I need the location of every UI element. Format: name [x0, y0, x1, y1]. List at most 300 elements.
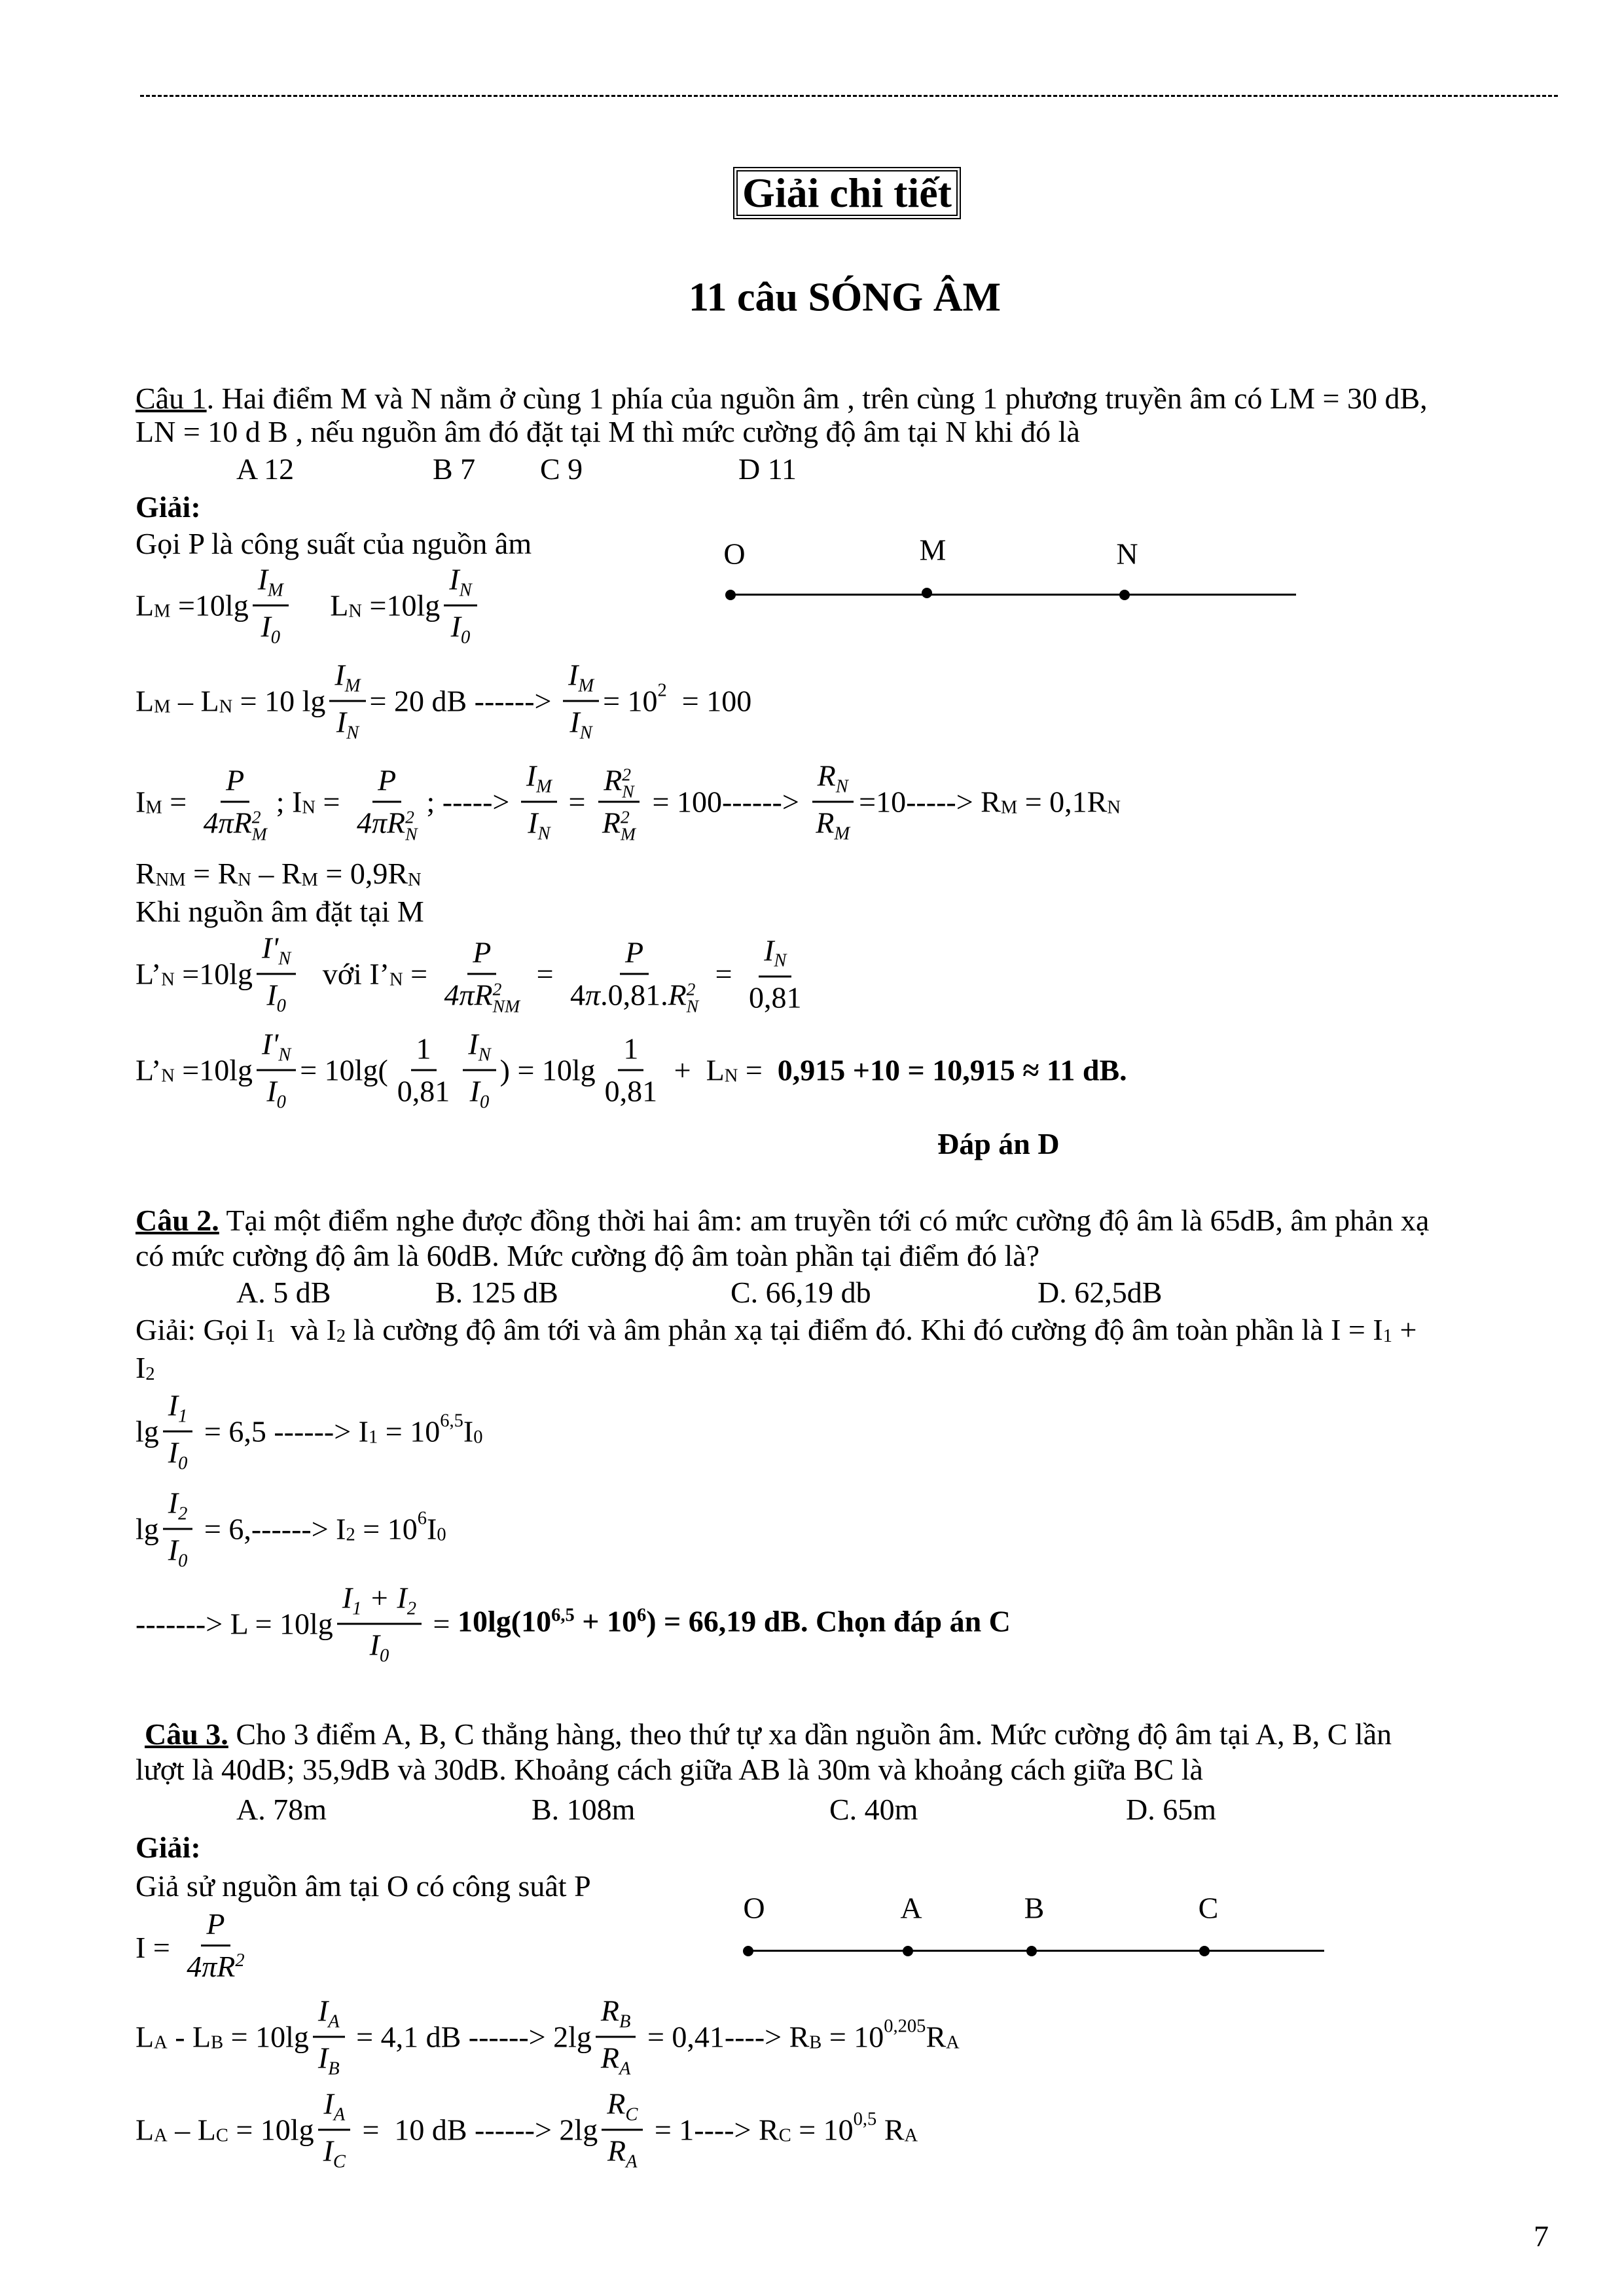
subscript: C [215, 2125, 228, 2146]
fraction-numerator [253, 560, 289, 607]
italic-term [206, 1904, 225, 1945]
formula-text: = 6,------> I [196, 1512, 346, 1545]
formula-text: lg [135, 1512, 159, 1545]
formula-text: = 10 [791, 2113, 854, 2146]
formula-text: = 0,41----> R [640, 2020, 810, 2053]
subscript: A [626, 2151, 638, 2172]
q2-option-b: B. 125 dB [435, 1276, 558, 1309]
italic-term [816, 803, 850, 848]
point-o [743, 1946, 753, 1956]
subscript: N [478, 1045, 491, 1066]
section-title: 11 câu SÓNG ÂM [688, 275, 1001, 320]
italic-term [357, 803, 418, 844]
sub-superscript [405, 806, 418, 844]
italic-term [602, 803, 636, 844]
formula-text: 1 [623, 1031, 639, 1066]
italic-term [323, 2084, 345, 2129]
fraction-denominator [465, 1071, 495, 1117]
subscript: N [537, 823, 550, 844]
italic-term [569, 702, 592, 747]
formula-text: = [560, 785, 593, 818]
fraction-numerator [337, 1578, 422, 1625]
formula-text: R [135, 857, 156, 890]
italic-term [568, 655, 594, 700]
formula-text: = 0,1R [1017, 785, 1108, 818]
italic-term [226, 761, 244, 801]
formula-text: =10-----> R [859, 785, 1001, 818]
fraction-numerator [163, 1386, 193, 1433]
formula-text: P [206, 1907, 225, 1941]
subscript: 0 [178, 1551, 188, 1571]
formula-text: = [425, 1607, 458, 1640]
fraction-denominator [596, 2038, 636, 2083]
fraction-denominator [318, 2131, 351, 2176]
fraction-denominator [602, 2131, 643, 2176]
fraction [744, 930, 807, 1018]
fraction [198, 761, 272, 844]
italic-term [204, 803, 267, 844]
italic-term [378, 761, 396, 801]
formula-text: P [473, 935, 492, 969]
formula-text: P [624, 935, 644, 969]
formula-text: là cường độ âm tới và âm phản xạ tại điểm đó. Khi đó cường độ âm toàn phần là I = I [346, 1313, 1383, 1346]
subscript: M [1000, 797, 1018, 818]
fraction-numerator [257, 1024, 296, 1071]
q2-solution-line1 [135, 1312, 1416, 1348]
q1-option-d: D 11 [738, 452, 797, 486]
formula-text: = 4,1 dB ------> 2lg [348, 2020, 592, 2053]
formula-text: R [816, 806, 835, 840]
q1-option-b: B 7 [433, 452, 476, 486]
subscript: NM [155, 869, 186, 890]
subscript: 1 [178, 1406, 188, 1427]
formula-text: = 10 [378, 1414, 441, 1448]
subscript: A [154, 2125, 168, 2146]
subscript: N [161, 969, 175, 990]
fraction [597, 761, 641, 844]
formula-text: = [403, 957, 435, 990]
subscript: C [333, 2151, 346, 2172]
fraction-denominator [600, 1071, 663, 1112]
italic-term [261, 607, 280, 652]
fraction [163, 1483, 193, 1575]
fraction [602, 2084, 643, 2176]
fraction-denominator [564, 702, 597, 747]
q1-formula-6 [135, 1024, 1127, 1117]
formula-text: I [369, 1628, 380, 1662]
formula-text: = 6,5 ------> I [196, 1414, 369, 1448]
fraction-numerator [163, 1483, 193, 1530]
formula-text: = 10 lg [232, 684, 326, 717]
subscript: N [835, 776, 848, 797]
subscript: M [145, 797, 162, 818]
italic-term [764, 930, 786, 975]
formula-text: I [135, 785, 146, 818]
formula-text: = 1----> R [647, 2113, 779, 2146]
formula-text: =10lg [174, 957, 253, 990]
q1-formula-2 [135, 655, 751, 747]
subscript: M [834, 823, 850, 844]
label-a: A [900, 1891, 922, 1925]
formula-text: I [168, 1435, 179, 1469]
subscript: C [625, 2104, 638, 2125]
fraction [329, 655, 365, 747]
q3-option-c: C. 40m [829, 1793, 918, 1826]
superscript: 6,5 [551, 1605, 575, 1626]
q1-formula-4 [135, 855, 422, 892]
formula-text: L [135, 2020, 154, 2053]
formula-text: I [168, 1533, 179, 1567]
formula-text: I [168, 1388, 179, 1422]
formula-text: R [604, 763, 623, 797]
fraction-numerator [620, 933, 649, 975]
fraction-numerator [329, 655, 365, 702]
subscript: 0 [379, 1645, 389, 1666]
point-c [1199, 1946, 1210, 1956]
fraction-denominator [522, 803, 555, 848]
fraction-numerator [313, 1991, 345, 2038]
q1-solution-label: Giải: [135, 490, 201, 524]
subscript: A [154, 2032, 168, 2053]
formula-text: I [261, 609, 271, 643]
superscript: 2 [405, 806, 414, 827]
fraction-denominator [163, 1433, 193, 1478]
formula-text: I [342, 1581, 353, 1615]
q1-option-a: A 12 [236, 452, 295, 486]
italic-term [468, 1024, 490, 1069]
formula-text: I [135, 1351, 146, 1384]
formula-text: + 10 [574, 1604, 637, 1638]
q3-formula-1 [135, 1904, 254, 1992]
formula-text: I' [262, 931, 279, 965]
formula-text: =10lg [170, 588, 249, 622]
italic-term [266, 1071, 286, 1117]
q3-option-b: B. 108m [532, 1793, 636, 1826]
subscript: N [302, 797, 316, 818]
subscript: 0 [479, 1092, 490, 1113]
formula-text: = 10 dB ------> 2lg [354, 2113, 598, 2146]
subscript: 0 [437, 1524, 446, 1545]
formula-text: 0,81 [749, 980, 802, 1014]
q1-statement-line1 [135, 380, 1428, 417]
formula-text: I [257, 562, 268, 596]
formula-text: I [317, 2041, 329, 2075]
subscript: B [809, 2032, 822, 2053]
italic-term [168, 1530, 188, 1575]
subscript: M [251, 823, 267, 844]
formula-text: = [316, 785, 348, 818]
fraction [444, 560, 477, 652]
fraction [313, 1991, 345, 2083]
italic-term [334, 655, 360, 700]
fraction-denominator [198, 803, 272, 844]
formula-text: ) = 10lg [499, 1053, 596, 1086]
formula-text: I [266, 978, 277, 1012]
fraction-denominator [255, 607, 285, 652]
label-c: C [1198, 1891, 1219, 1925]
q1-label: Câu 1 [135, 382, 207, 415]
fraction-numerator [201, 1904, 230, 1946]
fraction-denominator [181, 1946, 249, 1992]
italic-term [528, 803, 550, 848]
italic-term [818, 756, 848, 801]
formula-text: 4πR [444, 978, 493, 1012]
formula-text: = 100------> [645, 785, 807, 818]
subscript: M [536, 776, 552, 797]
italic-term [444, 975, 520, 1016]
point-m [922, 588, 932, 598]
fraction-denominator [261, 975, 291, 1020]
formula-text: lg [135, 1414, 159, 1448]
formula-text: 0,81 [397, 1074, 450, 1108]
formula-text: I [469, 1074, 480, 1108]
italic-term [262, 928, 291, 973]
q2-formula-3 [135, 1578, 1011, 1670]
point-o [725, 590, 736, 600]
formula-text: – L [170, 684, 219, 717]
italic-term [585, 975, 600, 1016]
formula-text: = 10 [821, 2020, 884, 2053]
diagram-line [731, 594, 1296, 596]
fraction-numerator [221, 761, 249, 803]
fraction [392, 1029, 456, 1112]
superscript: 2 [235, 1950, 245, 1971]
formula-text: I [526, 759, 537, 793]
italic-term [318, 1991, 340, 2036]
formula-text: = 100 [666, 684, 752, 717]
fraction-numerator [812, 756, 854, 803]
subscript: N [622, 781, 634, 802]
bold-result [458, 1604, 1011, 1645]
fraction [563, 655, 599, 747]
subscript: 0 [460, 627, 471, 648]
formula-text: ; I [276, 785, 302, 818]
formula-text: và I [275, 1313, 336, 1346]
formula-text: với I’ [300, 957, 389, 990]
point-a [903, 1946, 913, 1956]
fraction-denominator [352, 803, 423, 844]
fraction [318, 2084, 351, 2176]
fraction-numerator [618, 1029, 643, 1071]
subscript: M [154, 601, 171, 622]
label-o: O [743, 1891, 765, 1925]
formula-text: 4 [570, 978, 586, 1012]
formula-text: = 10lg( [300, 1053, 388, 1086]
subscript: N [219, 696, 233, 717]
formula-text: 0,915 +10 = 10,915 ≈ 11 dB. [777, 1053, 1127, 1086]
q3-intro: Giả sử nguồn âm tại O có công suât P [135, 1869, 591, 1903]
italic-term [473, 933, 491, 973]
italic-term [625, 933, 643, 973]
italic-term [604, 761, 634, 801]
italic-term [323, 2131, 346, 2176]
italic-term [451, 607, 471, 652]
formula-text: L [292, 588, 349, 622]
superscript: 2 [657, 680, 667, 701]
subscript: M [268, 580, 283, 601]
formula-text: = 10 [355, 1512, 418, 1545]
subscript: 1 [266, 1325, 276, 1346]
q3-statement-line1 [145, 1716, 1392, 1753]
subscript: 2 [336, 1325, 346, 1346]
subscript: 1 [1382, 1325, 1392, 1346]
q3-option-a: A. 78m [236, 1793, 327, 1826]
formula-text: = [708, 957, 740, 990]
fraction-numerator [444, 560, 477, 607]
formula-text: ; -----> [426, 785, 517, 818]
formula-text: 0,81 [604, 1074, 658, 1108]
formula-text: I [449, 562, 460, 596]
subscript: 0 [178, 1453, 188, 1474]
subscript: 0 [473, 1427, 483, 1448]
italic-term [607, 2084, 638, 2129]
subscript: M [578, 675, 594, 696]
subscript: 0 [276, 996, 286, 1016]
formula-text: I [426, 1512, 437, 1545]
fraction-numerator [318, 2084, 350, 2131]
page-title-box: Giải chi tiết [733, 167, 961, 219]
formula-text: R [817, 759, 836, 793]
subscript: B [328, 2058, 340, 2079]
superscript: 6,5 [440, 1410, 463, 1431]
q3-solution-label: Giải: [135, 1831, 201, 1864]
bold-result [778, 1052, 1127, 1088]
superscript: 6 [636, 1605, 647, 1626]
formula-text: R [926, 2020, 947, 2053]
formula-text: – R [251, 857, 302, 890]
subscript: N [278, 1045, 291, 1066]
formula-text: 4πR [356, 806, 406, 840]
subscript: 2 [178, 1503, 188, 1524]
formula-text: 4πR [203, 806, 252, 840]
subscript: A [328, 2011, 340, 2032]
formula-text: I [168, 1486, 179, 1520]
fraction-denominator [439, 975, 526, 1016]
q1-statement-line2: LN = 10 d B , nếu nguồn âm đó đặt tại M thì mức cường độ âm tại N khi đó là [135, 415, 1080, 448]
sub-superscript [686, 978, 699, 1016]
fraction-numerator [257, 928, 296, 975]
fraction [439, 933, 526, 1016]
fraction [600, 1029, 663, 1112]
formula-text: = [738, 1053, 778, 1086]
q1-option-c: C 9 [540, 452, 583, 486]
italic-term [318, 2038, 340, 2083]
formula-text: 1 [416, 1031, 431, 1066]
formula-text: I' [262, 1027, 279, 1061]
italic-term [449, 560, 471, 605]
subscript: N [278, 948, 291, 969]
superscript: 0,205 [884, 2016, 926, 2037]
fraction-denominator [565, 975, 704, 1016]
formula-text: R [607, 2087, 626, 2121]
formula-text: + L [666, 1053, 725, 1086]
sub-superscript [492, 978, 520, 1016]
fraction-denominator [163, 1530, 193, 1575]
italic-term [342, 1578, 416, 1623]
fraction-denominator [261, 1071, 291, 1117]
q1-answer: Đáp án D [937, 1127, 1060, 1160]
superscript: 0,5 [853, 2109, 877, 2130]
formula-text: I [463, 1414, 474, 1448]
formula-text: - L [167, 2020, 211, 2053]
fraction-numerator [463, 1024, 496, 1071]
fraction-numerator [372, 761, 401, 803]
formula-text: I [336, 705, 347, 739]
formula-text: P [378, 763, 397, 797]
formula-text: I [569, 705, 580, 739]
italic-term [266, 975, 286, 1020]
formula-text: = [529, 957, 562, 990]
subscript: N [686, 996, 699, 1016]
italic-term [601, 1991, 631, 2036]
subscript: 1 [352, 1598, 362, 1619]
subscript: M [154, 696, 171, 717]
formula-text: .0,81. [600, 978, 668, 1012]
formula-text: -------> L = 10lg [135, 1607, 333, 1640]
q1-formula-3 [135, 756, 1121, 848]
fraction-numerator [467, 933, 496, 975]
formula-text: π [585, 978, 601, 1012]
superscript: 2 [492, 978, 502, 999]
fraction-numerator [598, 761, 640, 803]
q3-option-d: D. 65m [1126, 1793, 1216, 1826]
subscript: N [1107, 797, 1121, 818]
sub-superscript [622, 766, 634, 800]
superscript: 2 [686, 978, 696, 999]
italic-term [258, 560, 283, 605]
formula-text: I [323, 2087, 334, 2121]
formula-text: = 10 [603, 684, 658, 717]
formula-text: I = [135, 1931, 178, 1964]
subscript: M [621, 823, 636, 844]
subscript: 0 [270, 627, 281, 648]
italic-term [470, 1071, 490, 1117]
formula-text: = 10lg [228, 2113, 314, 2146]
formula-text: 4πR [187, 1950, 236, 1983]
subscript: N [405, 823, 418, 844]
fraction-numerator [759, 930, 791, 977]
formula-text: R [876, 2113, 905, 2146]
subscript: A [904, 2125, 918, 2146]
italic-term [526, 756, 552, 801]
superscript: 6 [417, 1508, 427, 1529]
formula-text: L’ [135, 957, 162, 990]
subscript: 2 [145, 1363, 155, 1384]
fraction [810, 756, 855, 848]
formula-text: = 0,9R [317, 857, 408, 890]
fraction-denominator [331, 702, 364, 747]
point-n [1119, 590, 1130, 600]
formula-text: I [528, 806, 538, 840]
superscript: 2 [621, 806, 630, 827]
q1-text: . Hai điểm M và N nằm ở cùng 1 phía của nguồn âm , trên cùng 1 phương truyền âm có LM = 30 dB, [206, 382, 1428, 415]
subscript: N [238, 869, 251, 890]
q3-text: Cho 3 điểm A, B, C thẳng hàng, theo thứ tự xa dần nguồn âm. Mức cường độ âm tại A, B, C lần [228, 1717, 1392, 1751]
fraction [163, 1386, 193, 1478]
formula-text: R [600, 1994, 620, 2028]
italic-term [336, 702, 359, 747]
q2-formula-2 [135, 1483, 446, 1575]
formula-text: + [1392, 1313, 1417, 1346]
subscript: N [724, 1066, 738, 1086]
fraction [253, 560, 289, 652]
formula-text: = R [185, 857, 238, 890]
formula-text: – L [167, 2113, 216, 2146]
fraction [337, 1578, 422, 1670]
subscript: B [211, 2032, 224, 2053]
formula-text: R [668, 978, 687, 1012]
subscript: N [348, 601, 362, 622]
